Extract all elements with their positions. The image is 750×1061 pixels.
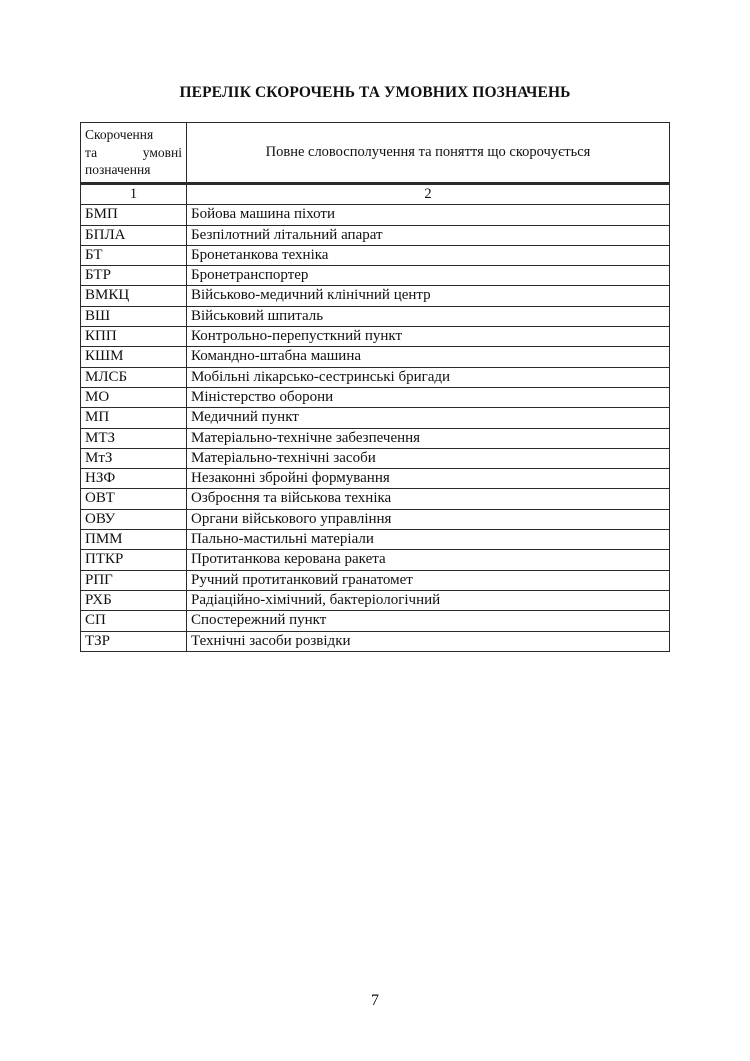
- table-row: [81, 550, 670, 570]
- full-meaning-cell: Незаконні збройні формування: [187, 469, 670, 489]
- table-row: [81, 347, 670, 367]
- abbreviation-cell: НЗФ: [81, 469, 187, 489]
- full-meaning-cell: Бойова машина піхоти: [187, 205, 670, 225]
- abbreviation-cell: КШМ: [81, 347, 187, 367]
- full-meaning-cell: Матеріально-технічні засоби: [187, 448, 670, 468]
- abbreviation-cell: ПММ: [81, 530, 187, 550]
- abbreviation-cell: БПЛА: [81, 225, 187, 245]
- table-row: [81, 245, 670, 265]
- abbreviation-cell: БТ: [81, 245, 187, 265]
- full-meaning-cell: Озброєння та військова техніка: [187, 489, 670, 509]
- full-meaning-cell: Радіаційно-хімічний, бактеріологічний: [187, 590, 670, 610]
- table-row: [81, 469, 670, 489]
- header-abbreviations-line: та умовні: [85, 144, 182, 160]
- abbreviation-cell: МП: [81, 408, 187, 428]
- full-meaning-cell: Військово-медичний клінічний центр: [187, 286, 670, 306]
- page-number: 7: [371, 992, 379, 1009]
- full-meaning-cell: Міністерство оборони: [187, 387, 670, 407]
- full-meaning-cell: Медичний пункт: [187, 408, 670, 428]
- table-row: [81, 286, 670, 306]
- header-full-meaning: Повне словосполучення та поняття що скорочується: [187, 123, 670, 184]
- table-row: [81, 611, 670, 631]
- full-meaning-cell: Безпілотний літальний апарат: [187, 225, 670, 245]
- abbreviation-cell: МО: [81, 387, 187, 407]
- page-title: ПЕРЕЛІК СКОРОЧЕНЬ ТА УМОВНИХ ПОЗНАЧЕНЬ: [179, 84, 571, 101]
- table-row: [81, 387, 670, 407]
- abbreviation-cell: МтЗ: [81, 448, 187, 468]
- column-number: 1: [81, 184, 187, 205]
- column-number-row: [81, 184, 670, 205]
- column-number: 2: [187, 184, 670, 205]
- full-meaning-cell: Мобільні лікарсько-сестринські бригади: [187, 367, 670, 387]
- abbreviation-cell: МТЗ: [81, 428, 187, 448]
- table-row: [81, 225, 670, 245]
- table-row: [81, 367, 670, 387]
- header-abbreviations-line: позначення: [85, 162, 151, 178]
- full-meaning-cell: Технічні засоби розвідки: [187, 631, 670, 651]
- full-meaning-cell: Військовий шпиталь: [187, 306, 670, 326]
- abbreviation-cell: ПТКР: [81, 550, 187, 570]
- full-meaning-cell: Бронетанкова техніка: [187, 245, 670, 265]
- abbreviation-cell: ВМКЦ: [81, 286, 187, 306]
- full-meaning-cell: Контрольно-перепусткний пункт: [187, 327, 670, 347]
- abbreviation-cell: СП: [81, 611, 187, 631]
- table-row: [81, 570, 670, 590]
- abbreviation-cell: МЛСБ: [81, 367, 187, 387]
- header-abbreviations-line: Скорочення: [85, 127, 154, 143]
- full-meaning-cell: Бронетранспортер: [187, 266, 670, 286]
- table-row: [81, 590, 670, 610]
- table-row: [81, 530, 670, 550]
- full-meaning-cell: Матеріально-технічне забезпечення: [187, 428, 670, 448]
- abbreviation-cell: ТЗР: [81, 631, 187, 651]
- table-row: [81, 266, 670, 286]
- table-row: [81, 327, 670, 347]
- header-abbreviations: [81, 123, 187, 184]
- table-row: [81, 631, 670, 651]
- table-row: [81, 448, 670, 468]
- table-row: [81, 205, 670, 225]
- abbreviations-table: [80, 122, 670, 652]
- full-meaning-cell: Протитанкова керована ракета: [187, 550, 670, 570]
- abbreviation-cell: ОВУ: [81, 509, 187, 529]
- abbreviation-cell: ВШ: [81, 306, 187, 326]
- full-meaning-cell: Ручний протитанковий гранатомет: [187, 570, 670, 590]
- full-meaning-cell: Органи військового управління: [187, 509, 670, 529]
- abbreviation-cell: КПП: [81, 327, 187, 347]
- abbreviation-cell: БТР: [81, 266, 187, 286]
- full-meaning-cell: Командно-штабна машина: [187, 347, 670, 367]
- table-row: [81, 509, 670, 529]
- table-row: [81, 306, 670, 326]
- table-header-row: [81, 123, 670, 184]
- abbreviation-cell: РПГ: [81, 570, 187, 590]
- abbreviation-cell: ОВТ: [81, 489, 187, 509]
- table-row: [81, 489, 670, 509]
- abbreviation-cell: БМП: [81, 205, 187, 225]
- abbreviation-cell: РХБ: [81, 590, 187, 610]
- table-row: [81, 428, 670, 448]
- table-row: [81, 408, 670, 428]
- full-meaning-cell: Пально-мастильні матеріали: [187, 530, 670, 550]
- full-meaning-cell: Спостережний пункт: [187, 611, 670, 631]
